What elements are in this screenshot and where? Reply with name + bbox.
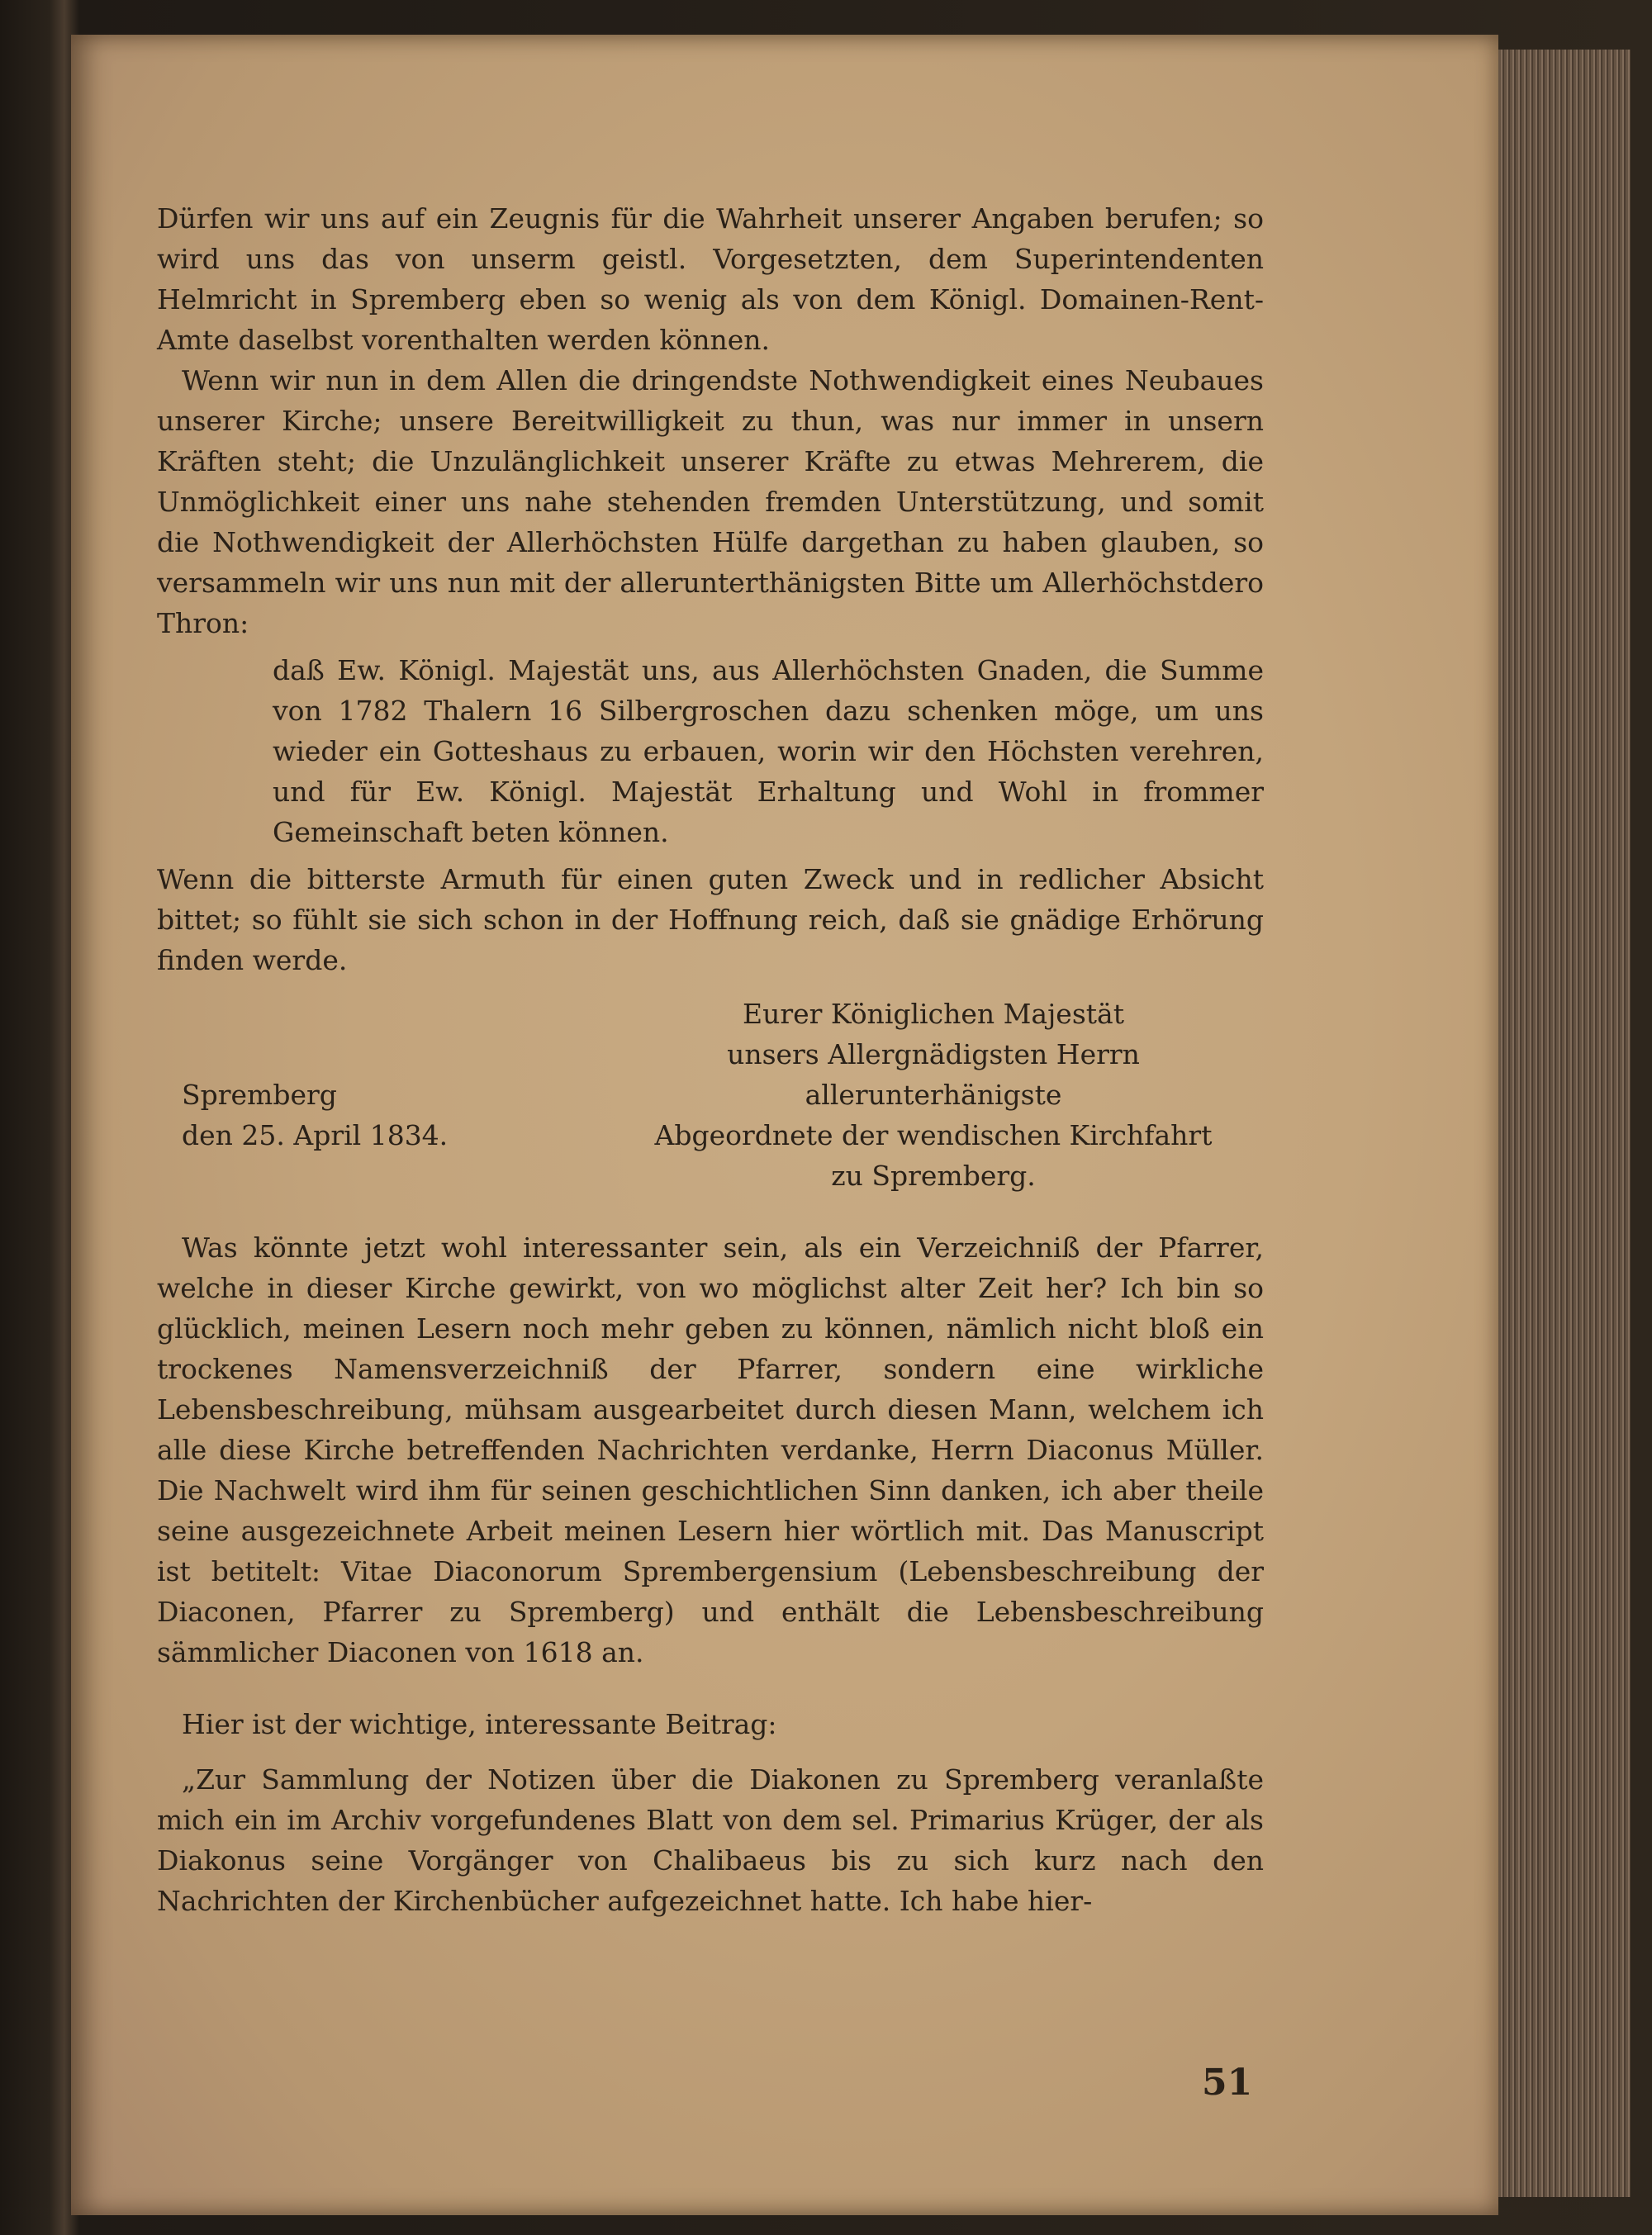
petition-block: daß Ew. Königl. Majestät uns, aus Allerhöchsten Gnaden, die Summe von 1782 Thalern 16 Silbergroschen dazu schenken möge, um uns wieder ein Gotteshaus zu erbauen, worin wir den Höchsten verehren, und für Ew. Königl. Majestät Erhaltung und Wohl in frommer Gemeinschaft beten können. [273,654,1264,848]
paragraph-2: Wenn wir nun in dem Allen die dringendste Nothwendigkeit eines Neubaues unserer Kirche; unsere Bereitwilligkeit zu thun, was nur immer in unsern Kräften steht; die Unzulänglichkeit unserer Kräfte zu etwas Mehrerem, die Unmöglichkeit einer uns nahe stehenden fremden Unterstützung, und somit die Nothwendigkeit der Allerhöchsten Hülfe dargethan zu haben glauben, so versammeln wir uns nun mit der allerunterthänigsten Bitte um Allerhöchstdero Thron: [157,364,1264,639]
paragraph-1: Dürfen wir uns auf ein Zeugnis für die Wahrheit unserer Angaben berufen; so wird uns das von unserm geistl. Vorgesetzten, dem Superintendenten Helmricht in Spremberg eben so wenig als von dem Königl. Domainen-Rent-Amte daselbst vorenthalten werden können. [157,202,1264,356]
paragraph-6: „Zur Sammlung der Notizen über die Diakonen zu Spremberg veranlaßte mich ein im Archiv vorgefundenes Blatt von dem sel. Primarius Krüger, der als Diakonus seine Vorgänger von Chalibaeus bis zu sich kurz nach den Nachrichten der Kirchenbücher aufgezeichnet hatte. Ich habe hier- [157,1763,1264,1917]
paragraph-3: Wenn die bitterste Armuth für einen guten Zweck und in redlicher Absicht bittet; so fühlt sie sich schon in der Hoffnung reich, daß sie gnädige Erhörung finden werde. [157,863,1264,976]
signature-place-date [157,994,496,1196]
signature-line-2: unsers Allergnädigsten Herrn [727,1038,1140,1070]
paragraph-4: Was könnte jetzt wohl interessanter sein, als ein Verzeichniß der Pfarrer, welche in dieser Kirche gewirkt, von wo möglichst alter Zeit her? Ich bin so glücklich, meinen Lesern noch mehr geben zu können, nämlich nicht bloß ein trockenes Namensverzeichniß der Pfarrer, sondern eine wirkliche Lebensbeschreibung, mühsam ausgearbeitet durch diesen Mann, welchem ich alle diese Kirche betreffenden Nachrichten verdanke, Herrn Diaconus Müller. Die Nachwelt wird ihm für seinen geschichtlichen Sinn danken, ich aber theile seine ausgezeichnete Arbeit meinen Lesern hier wörtlich mit. Das Manuscript ist betitelt: Vitae Diaconorum Sprembergensium (Lebensbeschreibung der Diaconen, Pfarrer zu Spremberg) und enthält die Lebensbeschreibung sämmlicher Diaconen von 1618 an. [157,1231,1264,1668]
page-number: 51 [1202,2062,1253,2104]
signature-lines [620,994,1247,1196]
paragraph-5: Hier ist der wichtige, interessante Beitrag: [182,1708,777,1740]
page-edges [1498,50,1631,2197]
signature-line-4: Abgeordnete der wendischen Kirchfahrt [654,1119,1213,1151]
signature-line-1: Eurer Königlichen Majestät [743,998,1124,1030]
signature-date: den 25. April 1834. [182,1119,449,1151]
page-body [157,198,1264,1921]
signature-place: Spremberg [182,1079,337,1111]
signature-line-3: allerunterhänigste [805,1079,1062,1111]
signature-line-5: zu Spremberg. [831,1160,1036,1192]
signature-block [157,994,1264,1196]
